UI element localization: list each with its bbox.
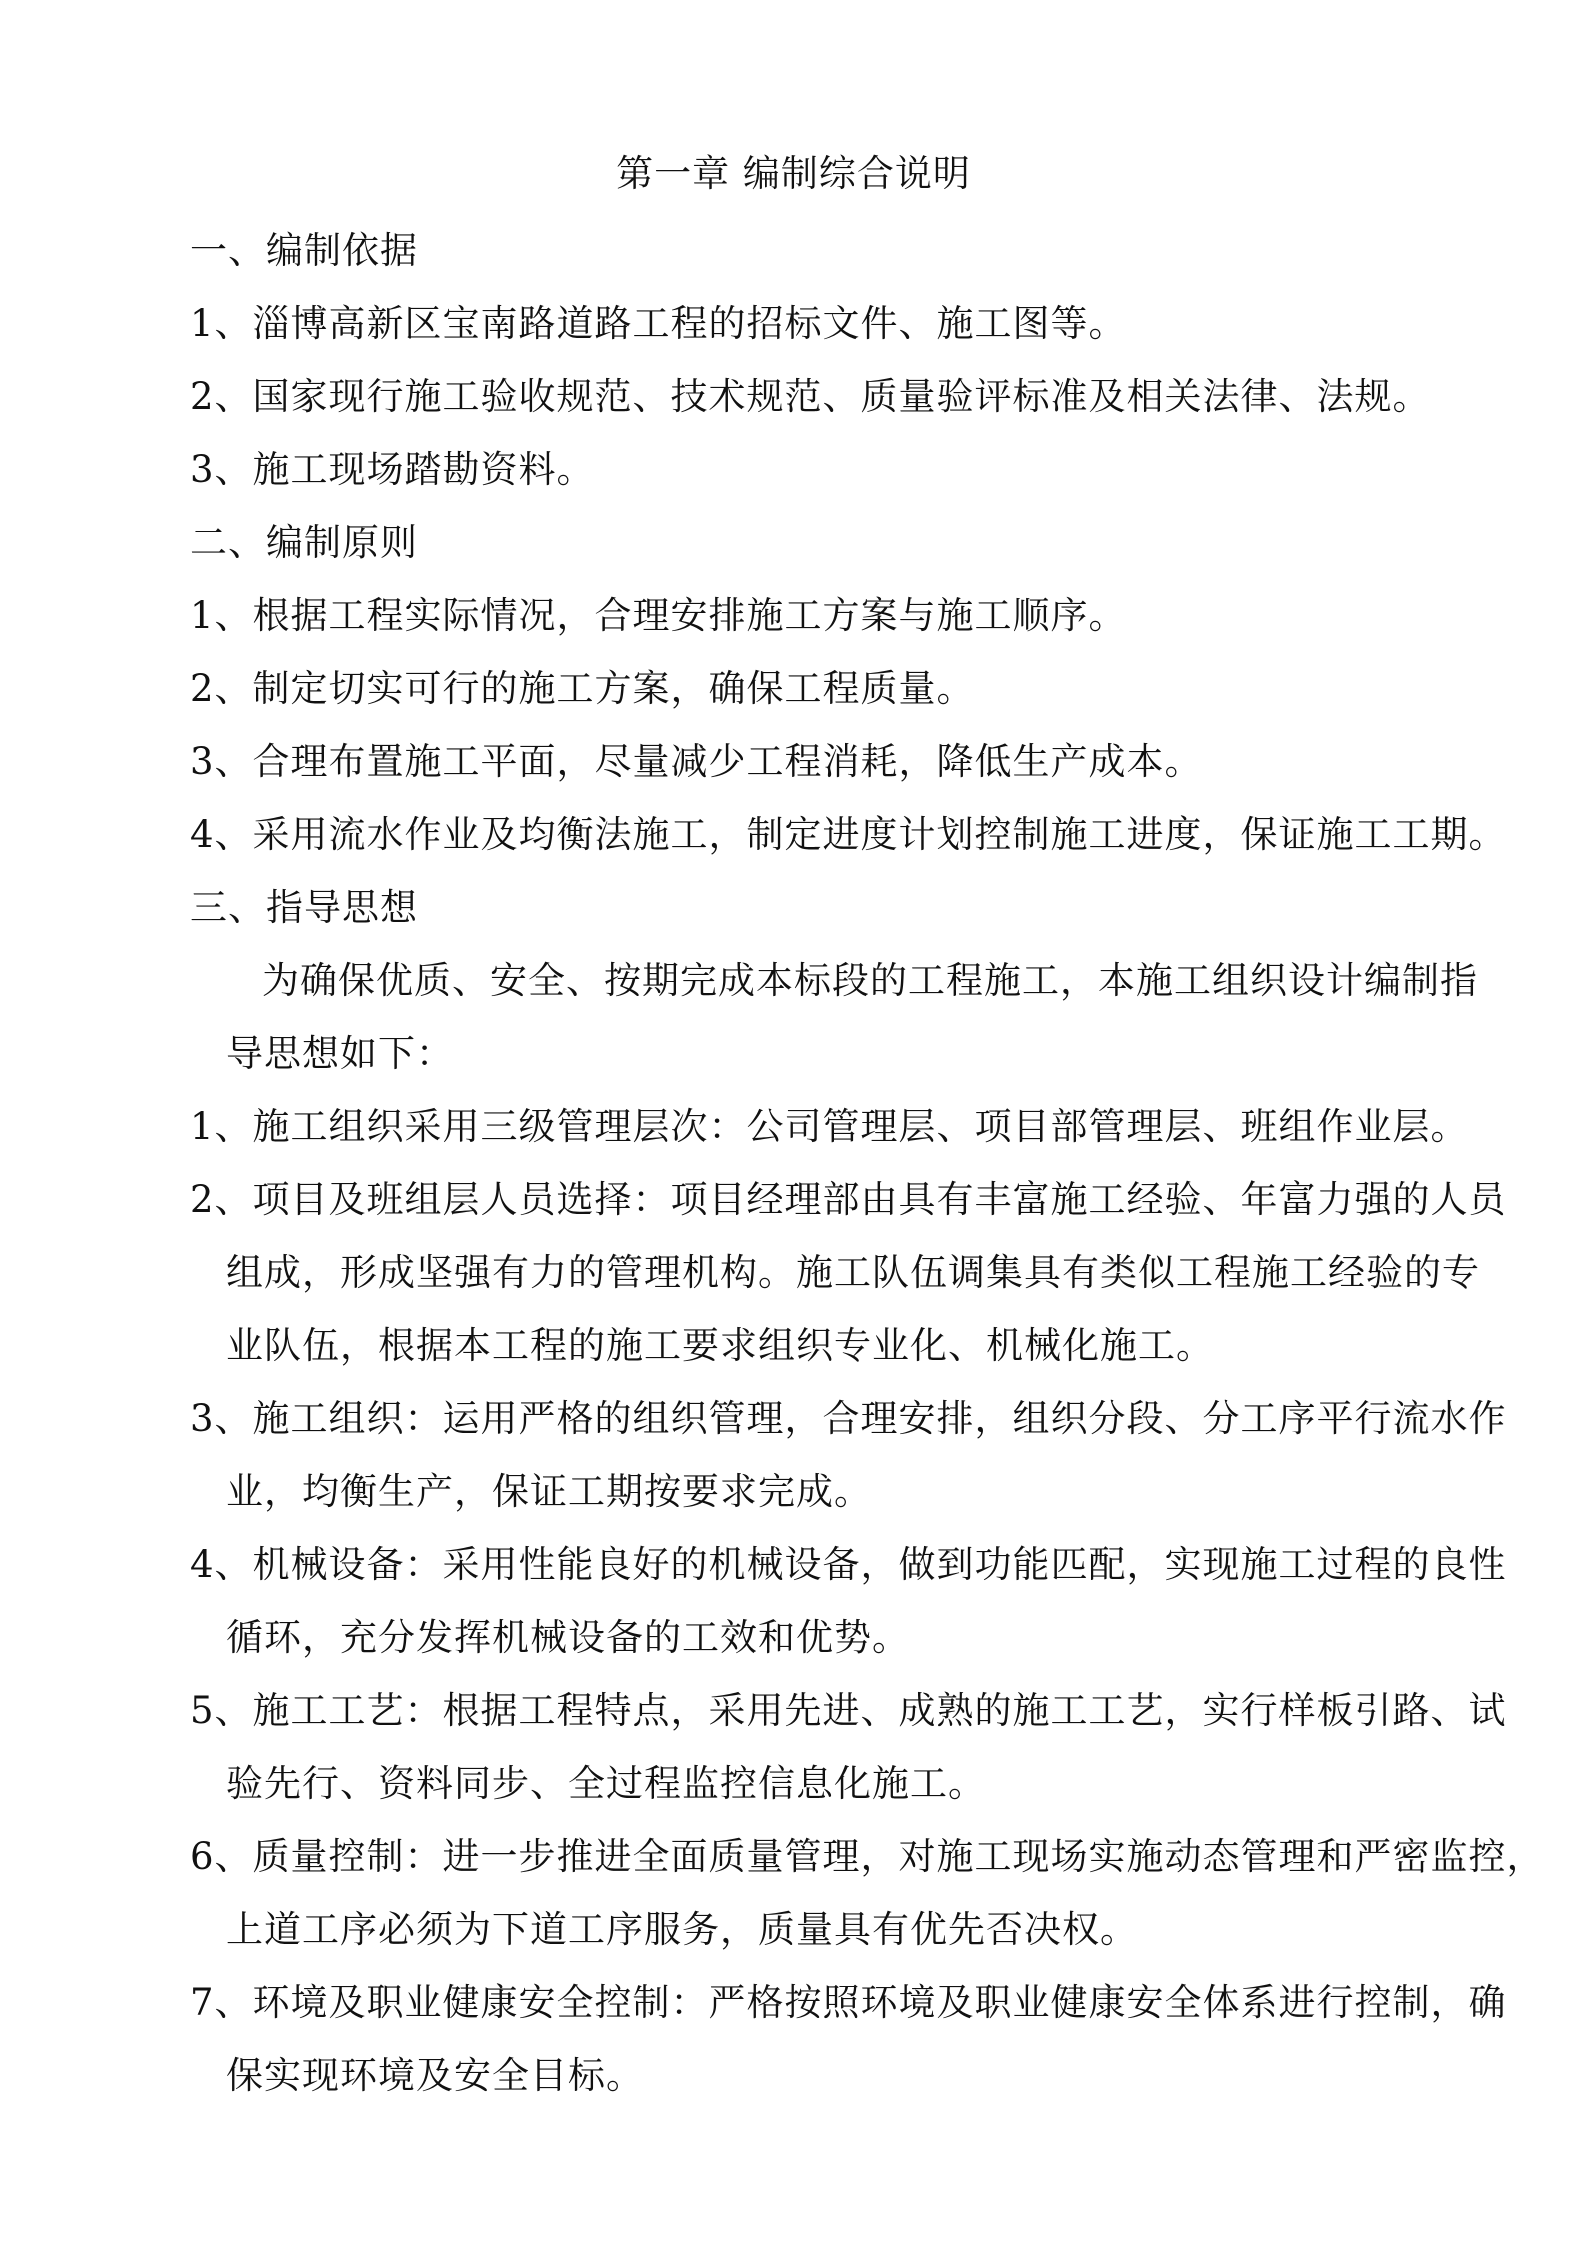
list-item-continuation: 组成，形成坚强有力的管理机构。施工队伍调集具有类似工程施工经验的专: [226, 1251, 1480, 1294]
list-item: 3、施工现场踏勘资料。: [190, 448, 595, 491]
paragraph-line: 为确保优质、安全、按期完成本标段的工程施工，本施工组织设计编制指: [262, 959, 1478, 1002]
section-heading-guiding: 三、指导思想: [190, 886, 418, 929]
list-item: 4、采用流水作业及均衡法施工，制定进度计划控制施工进度，保证施工工期。: [190, 813, 1507, 856]
section-heading-principles: 二、编制原则: [190, 521, 418, 564]
list-item: 5、施工工艺：根据工程特点，采用先进、成熟的施工工艺，实行样板引路、试: [190, 1689, 1507, 1732]
list-item: 6、质量控制：进一步推进全面质量管理，对施工现场实施动态管理和严密监控，: [190, 1835, 1545, 1878]
list-item: 1、淄博高新区宝南路道路工程的招标文件、施工图等。: [190, 302, 1127, 345]
list-item-continuation: 上道工序必须为下道工序服务，质量具有优先否决权。: [226, 1908, 1138, 1951]
section-heading-basis: 一、编制依据: [190, 229, 418, 272]
list-item-continuation: 业，均衡生产，保证工期按要求完成。: [226, 1470, 872, 1513]
list-item-continuation: 保实现环境及安全目标。: [226, 2054, 644, 2097]
list-item: 2、国家现行施工验收规范、技术规范、质量验评标准及相关法律、法规。: [190, 375, 1431, 418]
list-item-continuation: 循环，充分发挥机械设备的工效和优势。: [226, 1616, 910, 1659]
list-item-continuation: 验先行、资料同步、全过程监控信息化施工。: [226, 1762, 986, 1805]
list-item: 3、施工组织：运用严格的组织管理，合理安排，组织分段、分工序平行流水作: [190, 1397, 1507, 1440]
list-item-continuation: 业队伍，根据本工程的施工要求组织专业化、机械化施工。: [226, 1324, 1214, 1367]
chapter-title: 第一章 编制综合说明: [616, 152, 971, 195]
list-item: 2、制定切实可行的施工方案，确保工程质量。: [190, 667, 975, 710]
list-item: 1、根据工程实际情况，合理安排施工方案与施工顺序。: [190, 594, 1127, 637]
list-item: 7、环境及职业健康安全控制：严格按照环境及职业健康安全体系进行控制，确: [190, 1981, 1507, 2024]
list-item: 1、施工组织采用三级管理层次：公司管理层、项目部管理层、班组作业层。: [190, 1105, 1469, 1148]
list-item: 2、项目及班组层人员选择：项目经理部由具有丰富施工经验、年富力强的人员: [190, 1178, 1507, 1221]
list-item: 3、合理布置施工平面，尽量减少工程消耗，降低生产成本。: [190, 740, 1203, 783]
list-item: 4、机械设备：采用性能良好的机械设备，做到功能匹配，实现施工过程的良性: [190, 1543, 1507, 1586]
paragraph-line: 导思想如下：: [226, 1032, 454, 1075]
